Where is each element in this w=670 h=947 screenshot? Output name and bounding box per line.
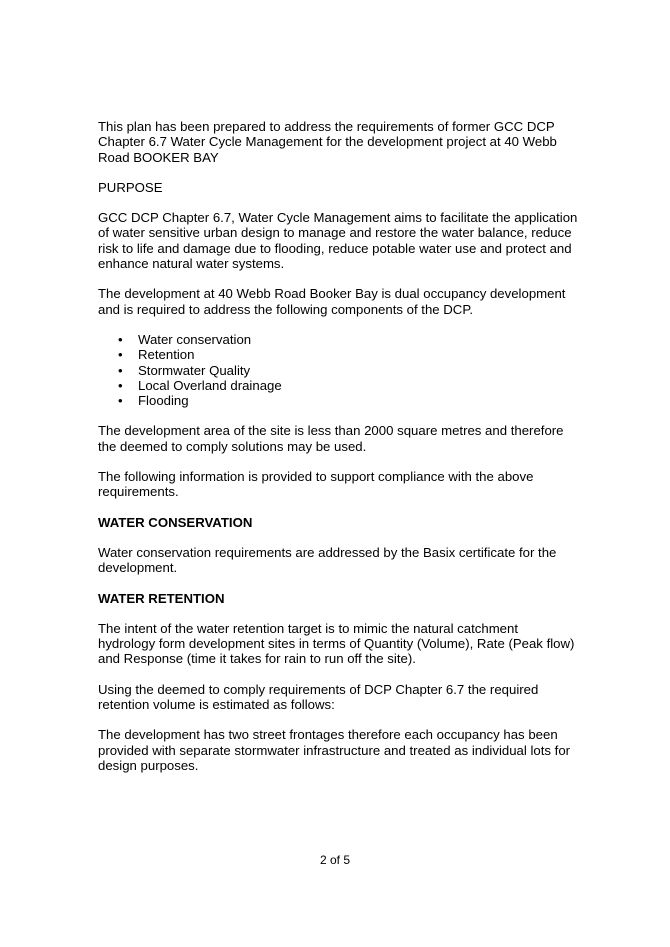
document-body (98, 119, 578, 788)
purpose-paragraph: GCC DCP Chapter 6.7, Water Cycle Management aims to facilitate the application of water sensitive urban design to manage and restore the water balance, reduce risk to life and damage due to flooding, reduce potable water use and protect and enhance natural water systems. (98, 210, 578, 272)
bullet-icon: • (118, 377, 123, 393)
list-item: • Local Overland drainage (118, 377, 282, 393)
info-paragraph: The following information is provided to support compliance with the above requirements. (98, 469, 534, 500)
conservation-paragraph: Water conservation requirements are addressed by the Basix certificate for the development. (98, 544, 557, 576)
list-item: • Retention (118, 347, 195, 363)
water-retention-heading: WATER RETENTION (98, 590, 225, 606)
retention-paragraph: The intent of the water retention target is to mimic the natural catchment hydrology form development sites in terms of Quantity (Volume), Rate (Peak flow) and Response (time it takes for rain to run off the site). (98, 620, 575, 667)
page-number: 2 of 5 (319, 853, 351, 867)
list-item: • Flooding (118, 393, 189, 409)
bullet-icon: • (118, 347, 123, 363)
components-list (98, 332, 578, 408)
list-item: • Water conservation (118, 331, 252, 347)
deemed-paragraph: Using the deemed to comply requirements of DCP Chapter 6.7 the required retention volume is estimated as follows: (98, 681, 539, 713)
frontage-paragraph: The development has two street frontages therefore each occupancy has been provided with separate stormwater infrastructure and treated as individual lots for design purposes. (98, 727, 571, 773)
development-paragraph: The development at 40 Webb Road Booker Bay is dual occupancy development and is required to address the following components of the DCP. (98, 286, 566, 317)
bullet-icon: • (118, 362, 123, 378)
purpose-heading: PURPOSE (98, 179, 163, 195)
area-paragraph: The development area of the site is less than 2000 square metres and therefore the deemed to comply solutions may be used. (98, 423, 564, 454)
intro-paragraph: This plan has been prepared to address the requirements of former GCC DCP Chapter 6.7 Water Cycle Management for the development project at 40 Webb Road BOOKER BAY (98, 119, 557, 165)
water-conservation-heading: WATER CONSERVATION (98, 514, 253, 530)
list-item: • Stormwater Quality (118, 362, 251, 378)
bullet-icon: • (118, 393, 123, 409)
bullet-icon: • (118, 331, 123, 347)
